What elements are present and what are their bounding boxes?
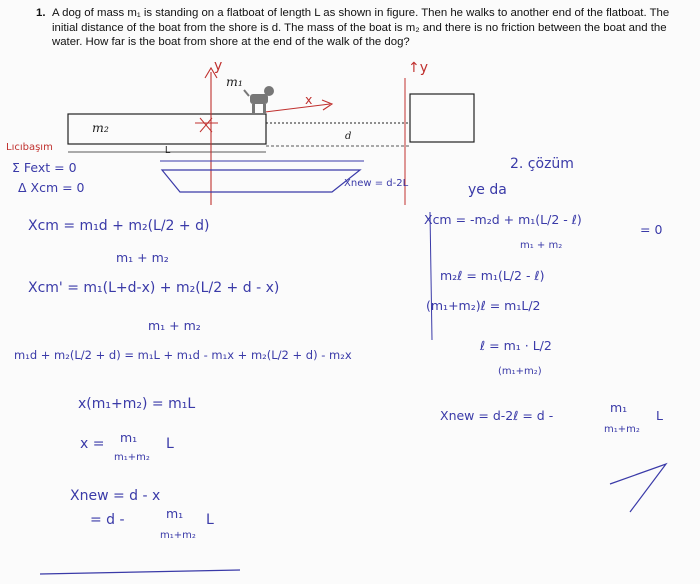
xcm-final-denominator: m₁ + m₂ xyxy=(148,318,201,333)
answer-check-mark xyxy=(610,464,666,512)
solution2-title: 2. çözüm xyxy=(510,156,574,172)
eq-expanded: m₁d + m₂(L/2 + d) = m₁L + m₁d - m₁x + m₂(L/2 + d) - m₂x xyxy=(14,348,352,362)
solution2-xnew-numerator: m₁ xyxy=(610,400,628,415)
label-d: d xyxy=(345,131,352,142)
solution2-xcm-numerator: Xcm = -m₂d + m₁(L/2 - ℓ) xyxy=(424,212,582,227)
red-x-arrow xyxy=(265,104,330,112)
xcm-initial-denominator: m₁ + m₂ xyxy=(116,250,169,265)
solution2-eq3-denominator: (m₁+m₂) xyxy=(498,366,542,377)
label-m1: m₁ xyxy=(226,74,243,89)
solution2-xcm-equals: = 0 xyxy=(640,222,663,237)
xnew-eq2-L: L xyxy=(206,512,214,528)
label-axis-y-right: ↑y xyxy=(408,60,429,76)
eq-sum-fext: Σ Fext = 0 xyxy=(12,160,77,175)
problem-text: A dog of mass m₁ is standing on a flatboat of length L as shown in figure. Then he walks to another end of the flatboat. The initial distance of the boat from the shore is d. The mass of the boat is m₂ and there is no friction between the boat and the water. How far is the boat from shore at the end of the walk of the dog? xyxy=(52,7,670,49)
solution2-xnew-L: L xyxy=(656,408,663,423)
x-solution-denominator: m₁+m₂ xyxy=(114,452,150,463)
xcm-final-numerator: Xcm' = m₁(L+d-x) + m₂(L/2 + d - x) xyxy=(28,280,280,296)
xnew-eq2-lhs: = d - xyxy=(90,512,125,528)
label-axis-y-left: y xyxy=(214,58,223,74)
red-center-marks xyxy=(195,118,218,132)
solution2-eq1: m₂ℓ = m₁(L/2 - ℓ) xyxy=(440,268,545,283)
x-solution-L: L xyxy=(166,436,174,452)
solution2-ye-da: ye da xyxy=(468,182,507,198)
label-axis-x: x xyxy=(305,92,313,107)
shore-rectangle xyxy=(410,94,474,142)
x-solution-numerator: m₁ xyxy=(120,430,138,445)
solution2-eq3: ℓ = m₁ · L/2 xyxy=(480,338,552,353)
solution2-xnew-lhs: Xnew = d-2ℓ = d - xyxy=(440,408,554,423)
answer-underline-left xyxy=(40,570,240,574)
dog-figure xyxy=(244,86,274,114)
eq-factored: x(m₁+m₂) = m₁L xyxy=(78,396,196,412)
right-column-bracket xyxy=(430,212,432,340)
initial-condition-label: Lıcıbaşım xyxy=(6,142,53,153)
solution2-xnew-denominator: m₁+m₂ xyxy=(604,424,640,435)
xnew-eq2-denominator: m₁+m₂ xyxy=(160,530,196,541)
eq-delta-xcm: Δ Xcm = 0 xyxy=(18,180,85,195)
label-L: L xyxy=(165,145,171,156)
label-xnew: Xnew = d-2L xyxy=(344,178,409,189)
xnew-eq2-numerator: m₁ xyxy=(166,506,184,521)
x-solution-lhs: x = xyxy=(80,436,105,452)
xnew-eq1: Xnew = d - x xyxy=(70,488,161,504)
label-m2: m₂ xyxy=(92,120,109,135)
xcm-initial-numerator: Xcm = m₁d + m₂(L/2 + d) xyxy=(28,218,210,234)
solution2-xcm-denominator: m₁ + m₂ xyxy=(520,240,563,251)
solution2-eq2: (m₁+m₂)ℓ = m₁L/2 xyxy=(426,298,541,313)
new-boat-sketch xyxy=(162,170,360,192)
problem-number: 1. xyxy=(36,7,46,19)
